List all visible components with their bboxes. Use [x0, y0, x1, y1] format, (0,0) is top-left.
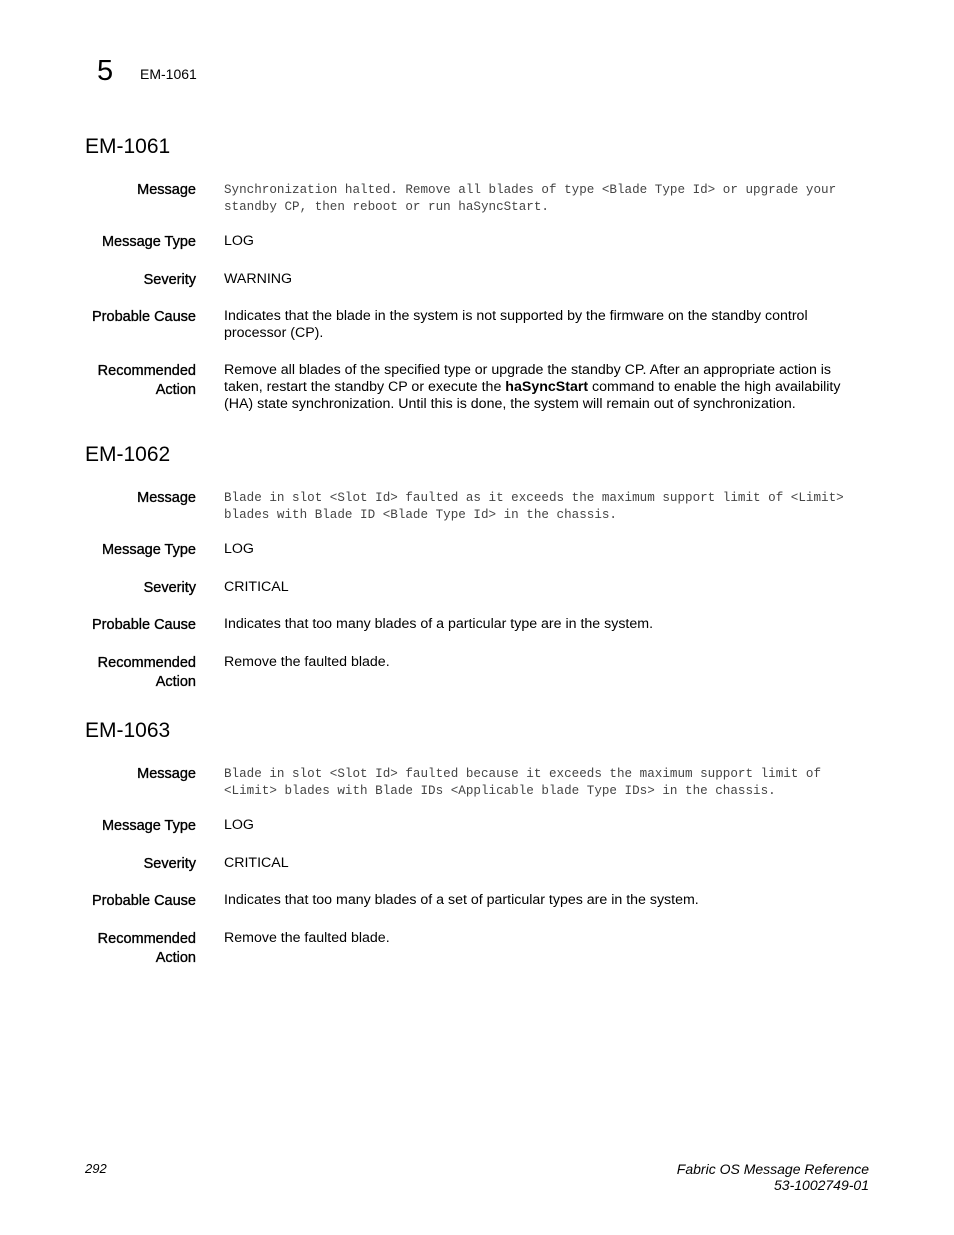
message-type-value: LOG	[224, 817, 254, 833]
label-severity: Severity	[143, 580, 196, 596]
message-text: Blade in slot <Slot Id> faulted as it exceeds the maximum support limit of <Limit> blades with Blade ID <Blade Type Id> in the chassis.	[224, 491, 844, 522]
message-type-value: LOG	[224, 541, 254, 557]
label-message-type: Message Type	[101, 234, 196, 250]
severity-value: CRITICAL	[224, 855, 289, 871]
label-severity: Severity	[143, 856, 196, 872]
label-recommended-action	[46, 930, 196, 968]
footer-doc-number: 53-1002749-01	[774, 1177, 869, 1193]
label-probable-cause: Probable Cause	[92, 617, 196, 633]
recommended-action-value: Remove the faulted blade.	[224, 654, 390, 670]
section-title: EM-1061	[85, 135, 171, 158]
severity-value: CRITICAL	[224, 579, 289, 595]
label-action: Action	[155, 382, 196, 398]
label-probable-cause: Probable Cause	[92, 893, 196, 909]
running-header-title: EM-1061	[140, 66, 197, 82]
section-title: EM-1062	[85, 443, 171, 466]
probable-cause-value: Indicates that too many blades of a particular type are in the system.	[224, 616, 654, 632]
action-text-post: command to enable the high availability (HA) state synchronization. Until this is done, the system will remain out of synchronization.	[224, 379, 841, 412]
label-message-type: Message Type	[101, 818, 196, 834]
message-text: Synchronization halted. Remove all blades of type <Blade Type Id> or upgrade your standby CP, then reboot or run haSyncStart.	[224, 183, 837, 214]
label-probable-cause: Probable Cause	[92, 309, 196, 325]
probable-cause-value: Indicates that the blade in the system is not supported by the firmware on the standby control processor (CP).	[224, 308, 808, 341]
recommended-action-value: Remove the faulted blade.	[224, 930, 390, 946]
footer-doc-info	[677, 1161, 869, 1193]
label-message: Message	[137, 490, 196, 506]
page-number: 292	[85, 1161, 107, 1176]
label-recommended: Recommended	[97, 363, 196, 379]
label-message: Message	[137, 182, 196, 198]
label-message-type: Message Type	[101, 542, 196, 558]
message-type-value: LOG	[224, 233, 254, 249]
label-severity: Severity	[143, 272, 196, 288]
footer-doc-title: Fabric OS Message Reference	[676, 1161, 869, 1177]
label-recommended-action	[46, 362, 196, 400]
probable-cause-value: Indicates that too many blades of a set of particular types are in the system.	[224, 892, 699, 908]
message-text: Blade in slot <Slot Id> faulted because it exceeds the maximum support limit of <Limit> blades with Blade IDs <Applicable blade Type IDs> in the chassis.	[224, 767, 822, 798]
label-recommended: Recommended	[97, 931, 196, 947]
severity-value: WARNING	[224, 271, 293, 287]
recommended-action-value	[224, 362, 872, 413]
label-recommended: Recommended	[97, 655, 196, 671]
action-text-pre: Remove all blades of the specified type or upgrade the standby CP. After an appropriate action is taken, restart the standby CP or execute the	[224, 362, 832, 395]
label-message: Message	[137, 766, 196, 782]
action-command: haSyncStart	[505, 379, 589, 395]
label-recommended-action	[46, 654, 196, 692]
label-action: Action	[155, 950, 196, 966]
chapter-number: 5	[97, 55, 114, 87]
label-action: Action	[155, 674, 196, 690]
section-title: EM-1063	[85, 719, 171, 742]
